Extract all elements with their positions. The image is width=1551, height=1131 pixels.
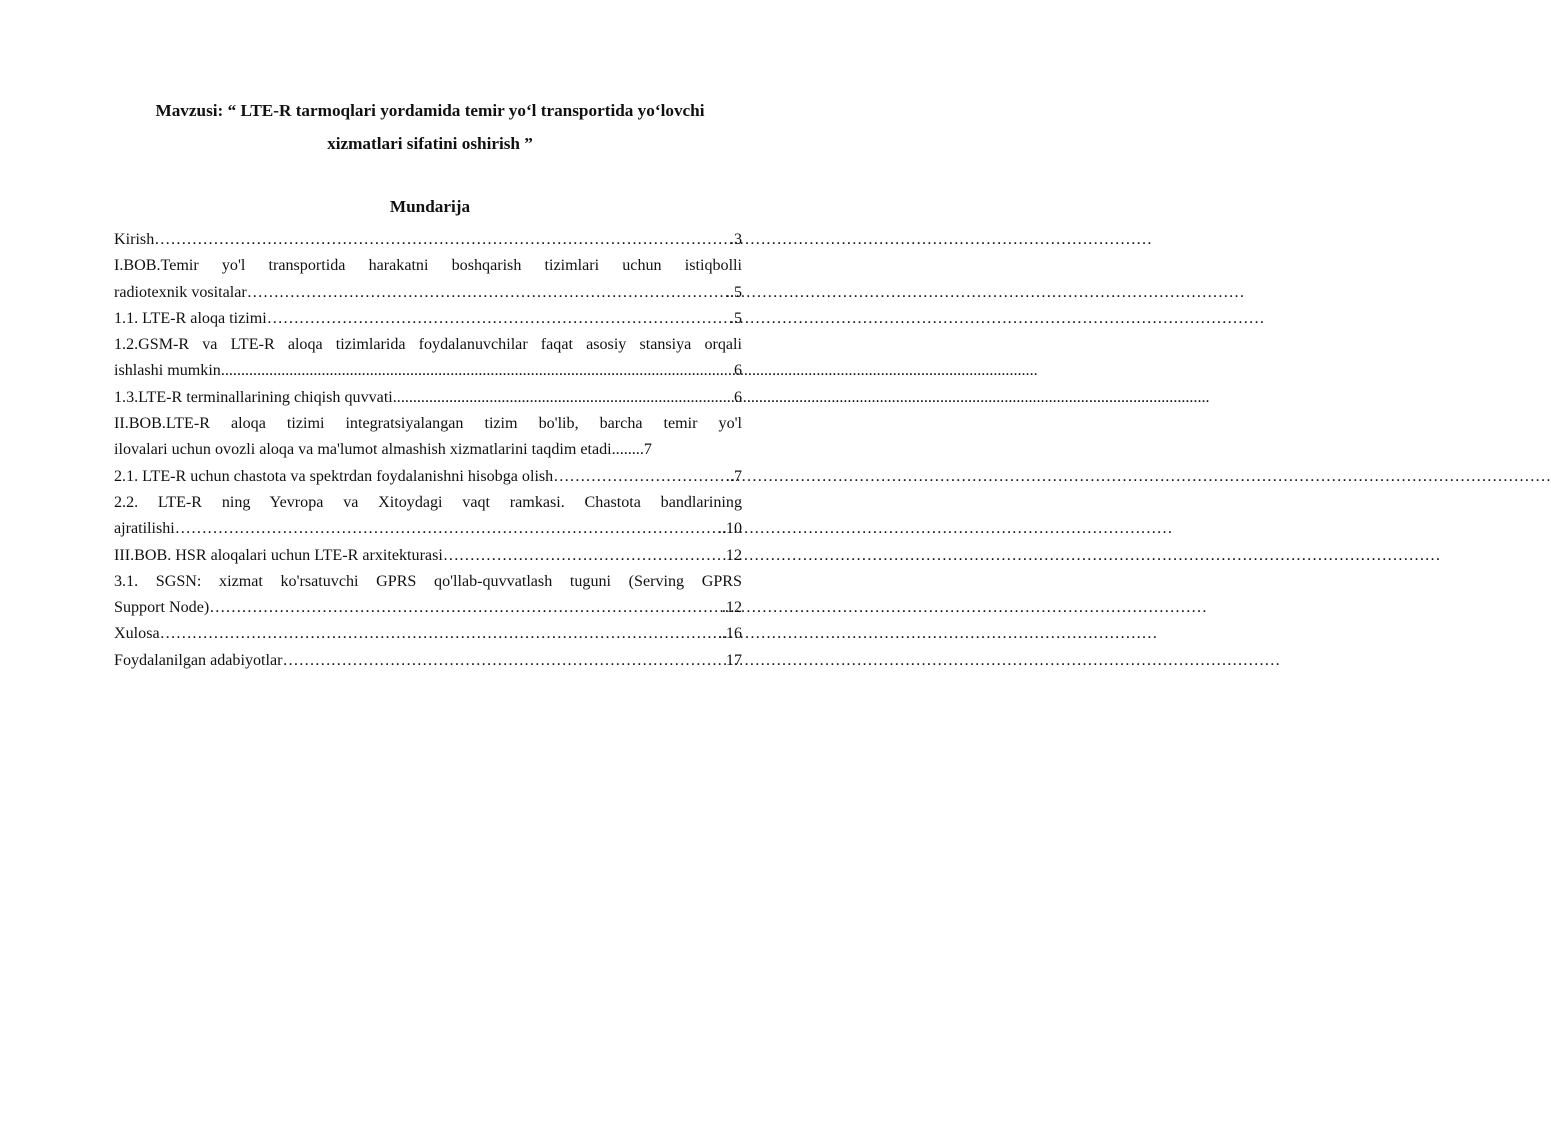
title-line-2: xizmatlari sifatini oshirish ” <box>327 134 533 153</box>
dot-leader <box>221 358 734 384</box>
toc-page-number: 6 <box>733 388 742 406</box>
toc-page-number: 6 <box>733 362 742 380</box>
toc-page-number: .5 <box>729 309 742 327</box>
dot-leader <box>553 464 726 490</box>
dot-leader <box>209 595 722 621</box>
toc-entry-section-1-1[interactable] <box>114 306 742 332</box>
toc-entry-text-cont: ishlashi mumkin <box>114 362 221 380</box>
toc-entry-text: Foydalanilgan adabiyotlar <box>114 651 283 669</box>
toc-entry-text: 1.2.GSM-R va LTE-R aloqa tizimlarida foydalanuvchilar faqat asosiy stansiya orqali <box>114 336 742 354</box>
toc-entry-chapter-2[interactable] <box>114 411 742 464</box>
toc-entry-text: Kirish <box>114 231 155 248</box>
toc-entry-section-3-1[interactable] <box>114 569 742 622</box>
toc-entry-xulosa[interactable] <box>114 621 742 647</box>
toc-entry-text-cont: Support Node) <box>114 599 210 617</box>
toc-entry-text: III.BOB. HSR aloqalari uchun LTE-R arxitekturasi <box>114 546 443 564</box>
dot-leader <box>283 648 726 674</box>
toc-page-number: .12 <box>721 599 742 617</box>
toc-page-number: 12 <box>725 546 742 564</box>
toc-heading: Mundarija <box>389 197 471 216</box>
toc-page-number: ..5 <box>725 283 742 301</box>
title-line-1: Mavzusi: “ LTE-R tarmoqlari yordamida temir yo‘l transportida yo‘lovchi <box>155 101 705 120</box>
toc-entry-section-1-3[interactable] <box>114 385 742 411</box>
toc-page-number: ..7 <box>725 467 742 485</box>
toc-entry-text-cont: radiotexnik vositalar <box>114 283 247 301</box>
dot-leader <box>175 516 718 542</box>
toc-entry-text-cont: ajratilishi <box>114 520 175 538</box>
toc-page-number: .3 <box>729 231 742 248</box>
dot-leader <box>154 227 730 253</box>
dot-leader <box>247 280 726 306</box>
toc-entry-text: 3.1. SGSN: xizmat ko'rsatuvchi GPRS qo'llab-quvvatlash tuguni (Serving GPRS <box>114 572 742 590</box>
toc-entry-chapter-3[interactable] <box>114 543 742 569</box>
toc-page-number: ..16 <box>717 625 742 643</box>
toc-entry-chapter-1[interactable] <box>114 253 742 306</box>
dot-leader <box>267 306 730 332</box>
toc-entry-section-2-1[interactable] <box>114 464 742 490</box>
toc-page-number: ........7 <box>611 441 652 459</box>
dot-leader <box>443 543 726 569</box>
toc-entry-text: II.BOB.LTE-R aloqa tizimi integratsiyalangan tizim bo'lib, barcha temir yo'l <box>114 415 742 433</box>
toc-page-number: ..10 <box>717 520 742 538</box>
toc-entry-text: Xulosa <box>114 625 160 643</box>
dot-leader <box>160 621 718 647</box>
toc-entry-text: 1.3.LTE-R terminallarining chiqish quvvati <box>114 388 393 406</box>
dot-leader <box>393 385 734 411</box>
toc-entry-references[interactable] <box>114 648 742 674</box>
table-of-contents <box>114 227 742 674</box>
toc-entry-kirish[interactable] <box>114 227 742 253</box>
toc-entry-text: 1.1. LTE-R aloqa tizimi <box>114 309 267 327</box>
toc-entry-text: I.BOB.Temir yo'l transportida harakatni boshqarish tizimlari uchun istiqbolli <box>114 257 742 275</box>
toc-entry-text-cont: ilovalari uchun ovozli aloqa va ma'lumot almashish xizmatlarini taqdim etadi <box>114 441 612 459</box>
document-title <box>100 94 760 160</box>
toc-entry-text: 2.2. LTE-R ning Yevropa va Xitoydagi vaqt ramkasi. Chastota bandlarining <box>114 493 742 511</box>
toc-entry-text: 2.1. LTE-R uchun chastota va spektrdan foydalanishni hisobga olish <box>114 467 554 485</box>
toc-entry-section-1-2[interactable] <box>114 332 742 385</box>
toc-entry-section-2-2[interactable] <box>114 490 742 543</box>
toc-page-number: 17 <box>725 651 742 669</box>
